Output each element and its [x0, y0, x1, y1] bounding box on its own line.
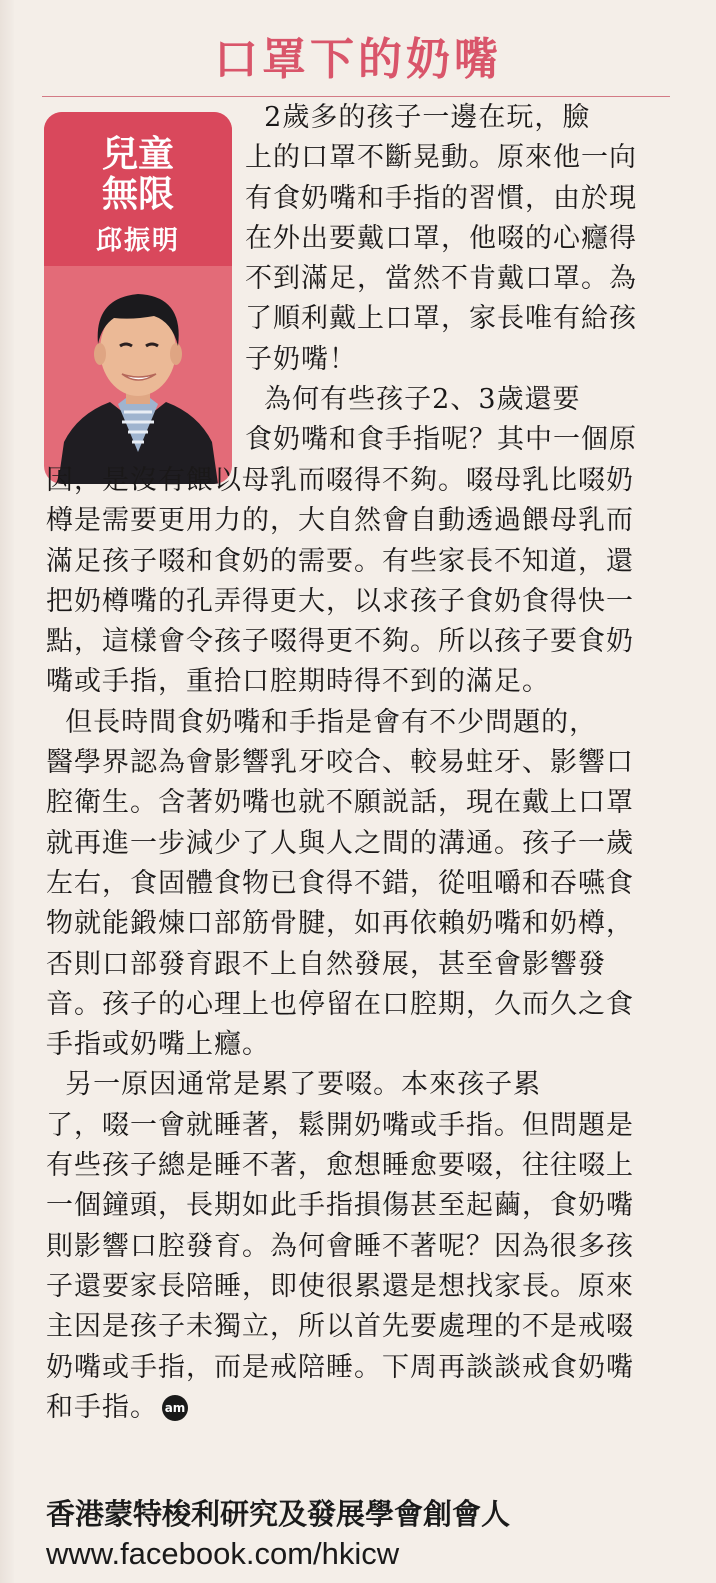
body-line: 物就能鍛煉口部筋骨腱，如再依賴奶嘴和奶樽，: [46, 908, 634, 940]
body-line: 醫學界認為會影響乳牙咬合、較易蛀牙、影響口: [46, 747, 634, 779]
author-portrait: [58, 262, 218, 484]
column-name-line-2: 無限: [101, 174, 174, 215]
body-line: 腔衛生。含著奶嘴也就不願説話，現在戴上口罩: [46, 787, 634, 819]
body-line: 手指或奶嘴上癮。: [46, 1029, 270, 1061]
body-line: 不到滿足，當然不肯戴口罩。為: [245, 263, 637, 295]
article-headline: 口罩下的奶嘴: [214, 34, 502, 85]
paper-edge: [0, 0, 14, 1583]
body-line: 了順利戴上口罩，家長唯有給孩: [245, 303, 637, 335]
body-line: 有些孩子總是睡不著，愈想睡愈要啜，往往啜上: [46, 1150, 634, 1182]
facebook-url: www.facebook.com/hkicw: [46, 1536, 400, 1571]
body-line: 樽是需要更用力的，大自然會自動透過餵母乳而: [46, 505, 634, 537]
body-line-last: 和手指。: [46, 1391, 158, 1423]
author-name: 邱振明: [95, 226, 180, 256]
body-line: 把奶樽嘴的孔弄得更大，以求孩子食奶食得快一: [46, 585, 634, 617]
am-logo-icon: am: [162, 1395, 188, 1421]
body-line: 2歲多的孩子一邊在玩，臉: [245, 102, 591, 133]
body-line: 子奶嘴！: [245, 343, 357, 375]
body-line: 嘴或手指，重拾口腔期時得不到的滿足。: [46, 666, 550, 698]
body-line: 奶嘴或手指，而是戒陪睡。下周再談談戒食奶嘴: [46, 1351, 634, 1383]
body-line: 左右，食固體食物已食得不錯，從咀嚼和吞嚥食: [46, 867, 634, 899]
body-line: 則影響口腔發育。為何會睡不著呢？因為很多孩: [46, 1230, 634, 1262]
headline-rule: [42, 96, 670, 97]
body-line: 就再進一步減少了人與人之間的溝通。孩子一歲: [46, 827, 634, 859]
body-line: 有食奶嘴和手指的習慣，由於現: [245, 182, 637, 214]
column-name-line-1: 兒童: [101, 134, 174, 175]
author-credit: 香港蒙特梭利研究及發展學會創會人: [46, 1497, 511, 1531]
body-line: 在外出要戴口罩，他啜的心癮得: [245, 222, 637, 254]
article-body-top: [245, 98, 637, 461]
body-line: 主因是孩子未獨立，所以首先要處理的不是戒啜: [46, 1311, 634, 1343]
article-body-main: [46, 461, 634, 1428]
body-line: 了，啜一會就睡著，鬆開奶嘴或手指。但問題是: [46, 1109, 634, 1141]
body-line: 上的口罩不斷晃動。原來他一向: [245, 142, 637, 174]
body-line: 另一原因通常是累了要啜。本來孩子累: [46, 1069, 542, 1101]
body-line: 但長時間食奶嘴和手指是會有不少問題的，: [46, 706, 598, 738]
body-line: 一個鐘頭，長期如此手指損傷甚至起繭，食奶嘴: [46, 1190, 634, 1222]
body-line: 否則口部發育跟不上自然發展，甚至會影響發: [46, 948, 606, 980]
body-line: 因，是沒有餵以母乳而啜得不夠。啜母乳比啜奶: [46, 465, 634, 496]
body-line: 為何有些孩子2、3歲還要: [245, 384, 581, 416]
body-line: 子還要家長陪睡，即使很累還是想找家長。原來: [46, 1270, 634, 1302]
body-line: 食奶嘴和食手指呢？其中一個原: [245, 424, 637, 456]
body-line: 滿足孩子啜和食奶的需要。有些家長不知道，還: [46, 545, 634, 577]
body-line: 音。孩子的心理上也停留在口腔期，久而久之食: [46, 988, 634, 1020]
column-badge: [44, 112, 232, 484]
body-line: 點，這樣會令孩子啜得更不夠。所以孩子要食奶: [46, 626, 634, 658]
